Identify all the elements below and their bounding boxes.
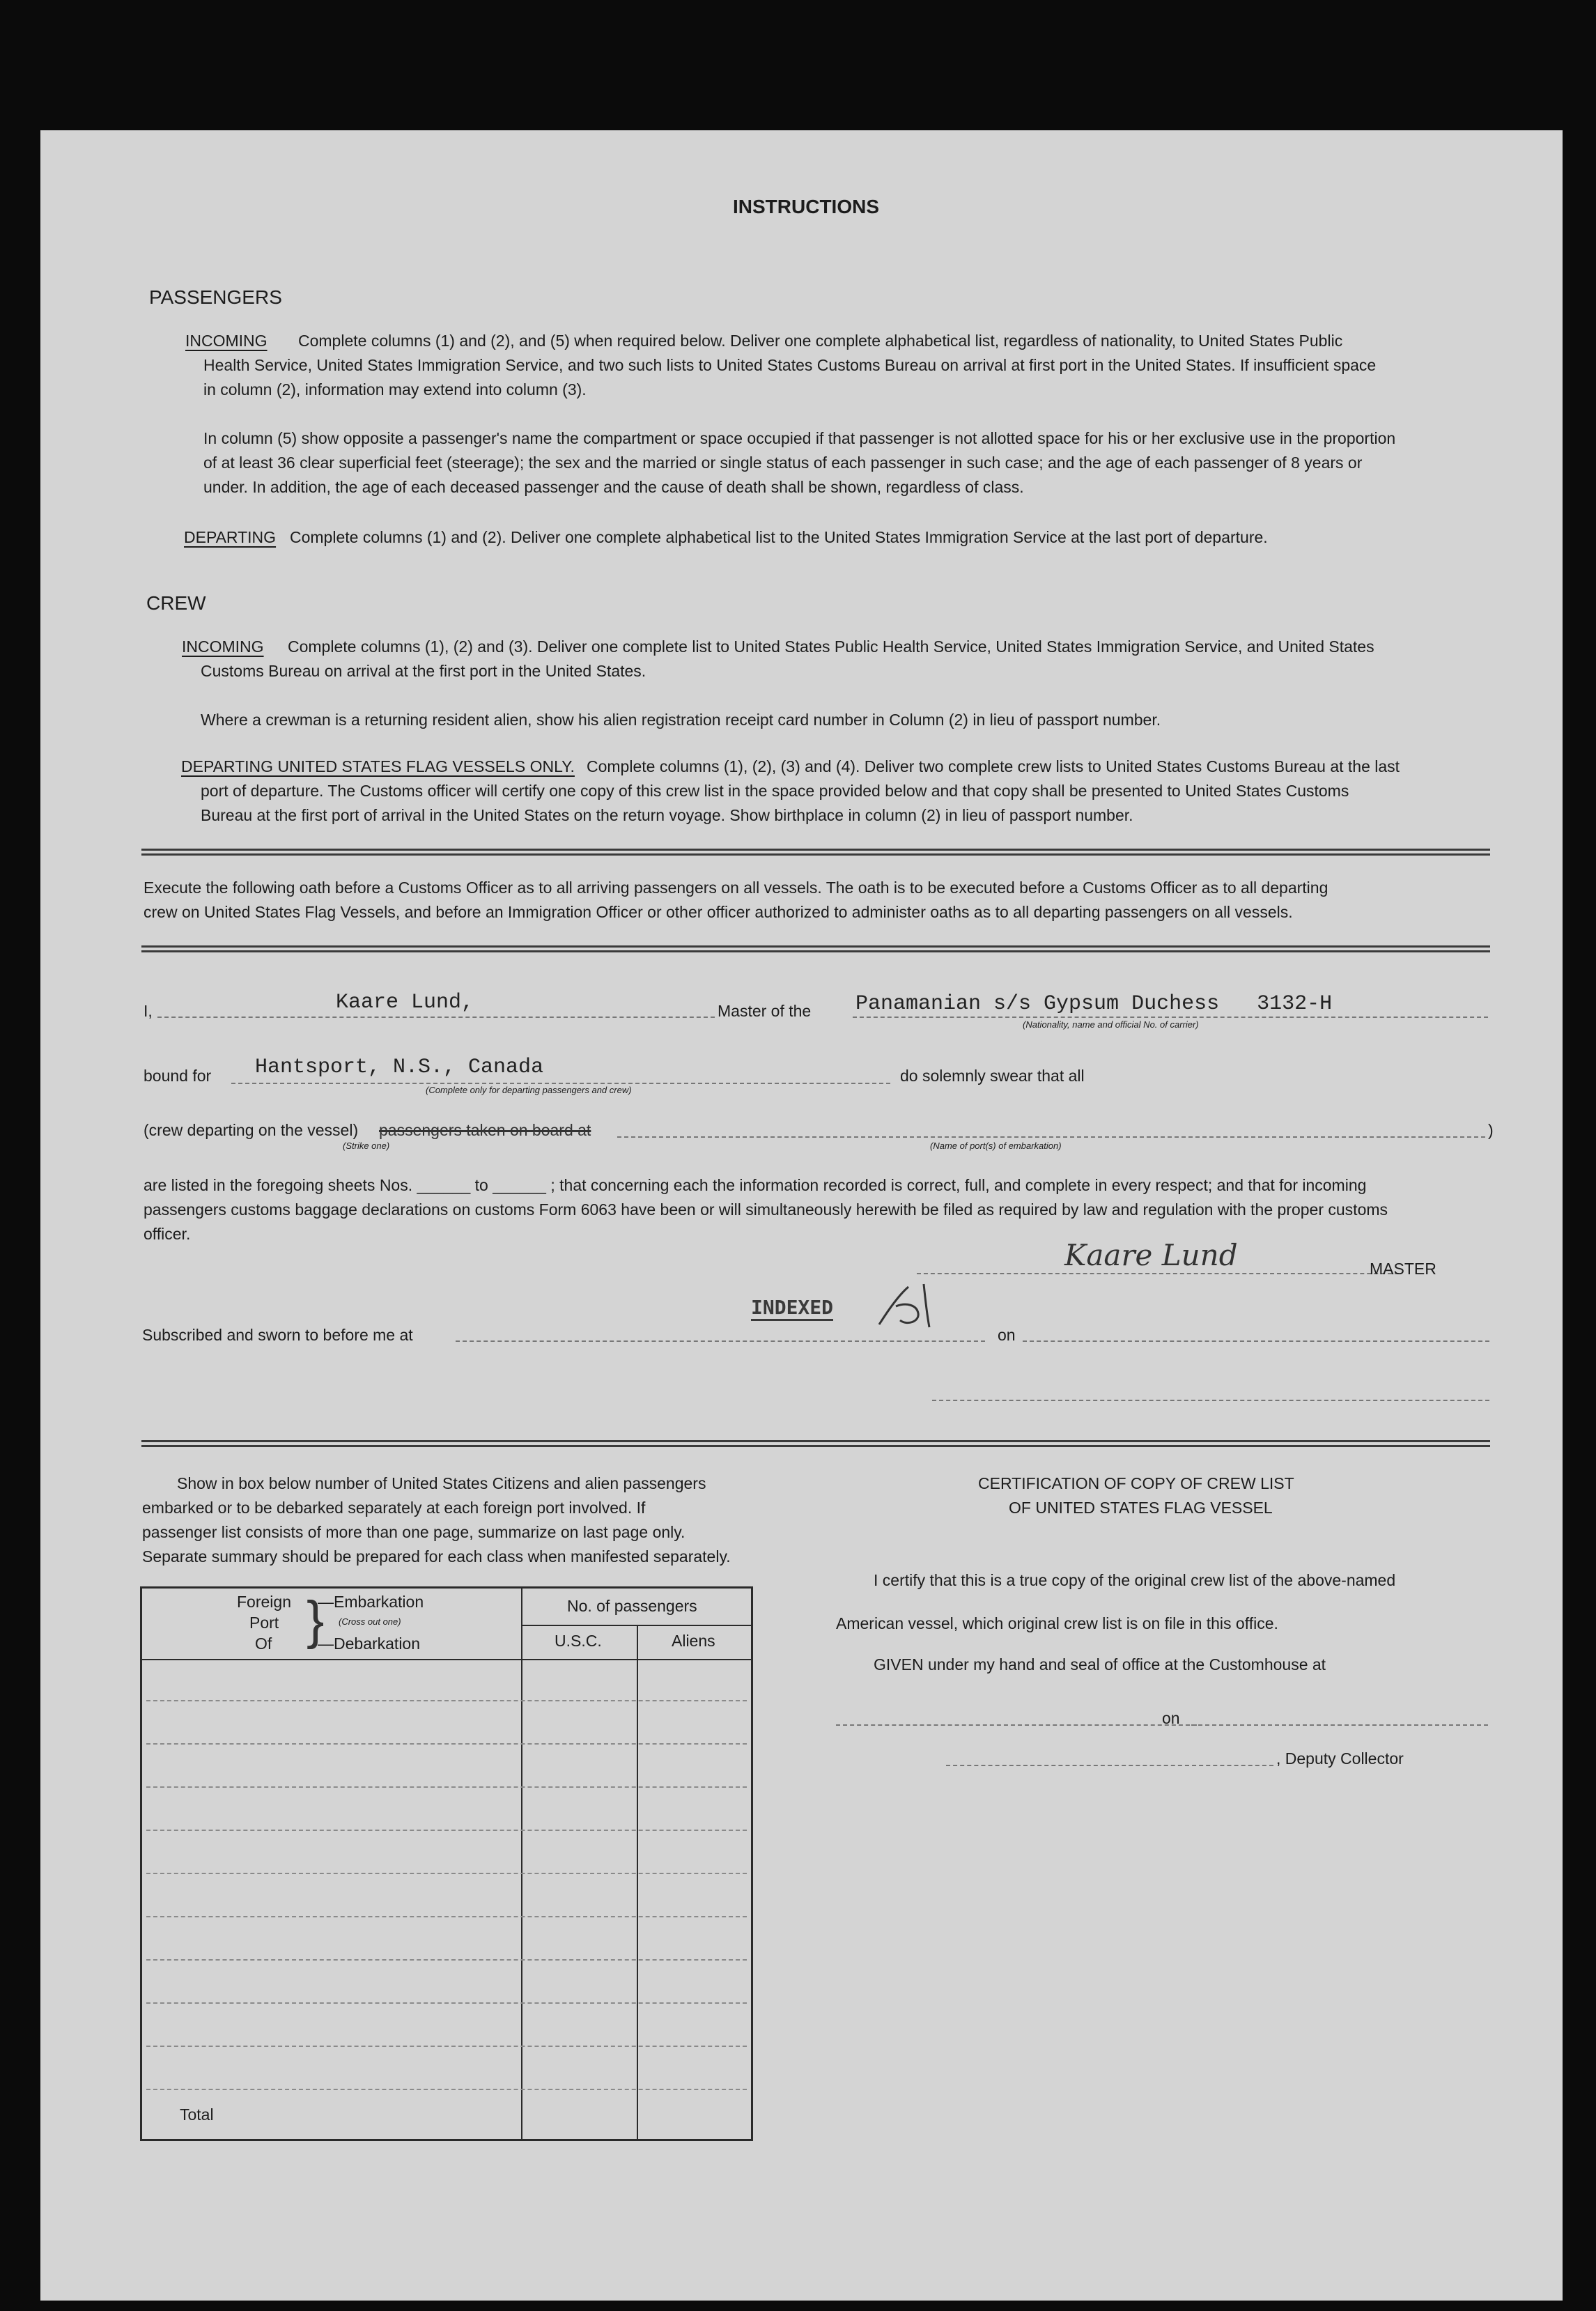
subscribed-place-line	[456, 1340, 985, 1342]
summary-intro-line: passenger list consists of more than one page, summarize on last page only.	[142, 1523, 685, 1541]
oath-i-label: I,	[144, 1002, 153, 1020]
column-divider	[521, 1589, 522, 2139]
vessel-note: (Nationality, name and official No. of carrier)	[1023, 1019, 1199, 1030]
listed-line: passengers customs baggage declarations on customs Form 6063 have been or will simultaneously herewith be filed as required by law and regulation with the proper customs	[144, 1200, 1388, 1219]
column5-line: of at least 36 clear superficial feet (steerage); the sex and the married or single status of each passenger in such case; and the age of each passenger of 8 years or	[203, 454, 1363, 472]
oath-intro-line: Execute the following oath before a Customs Officer as to all arriving passengers on all vessels. The oath is to be executed before a Customs Officer as to all departing	[144, 879, 1328, 897]
summary-intro-line: Show in box below number of United States Citizens and alien passengers	[177, 1474, 706, 1492]
passengers-incoming-line: in column (2), information may extend into column (3).	[203, 380, 587, 399]
crew-departing-line: port of departure. The Customs officer will certify one copy of this crew list in the space provided below and that copy shall be presented to United States Customs	[201, 782, 1349, 800]
section-divider	[141, 945, 1490, 952]
brace-icon: }	[307, 1591, 325, 1650]
vessel-line	[853, 1017, 1488, 1018]
header-divider	[521, 1625, 751, 1626]
master-name-field[interactable]: Kaare Lund,	[336, 991, 474, 1014]
col-port-label: Foreign	[237, 1593, 291, 1611]
section-divider	[141, 1440, 1490, 1447]
bound-for-note: (Complete only for departing passengers and crew)	[426, 1085, 632, 1095]
subscribed-date-line	[1023, 1340, 1489, 1342]
given-line: GIVEN under my hand and seal of office at the Customhouse at	[874, 1655, 1326, 1674]
col-port-label: Of	[255, 1634, 272, 1653]
struck-passengers-option: passengers taken on board at	[379, 1121, 591, 1139]
column5-line: In column (5) show opposite a passenger's name the compartment or space occupied if that passenger is not allotted space for his or her exclusive use in the proportion	[203, 429, 1396, 447]
section-divider	[141, 849, 1490, 856]
cross-out-note: (Cross out one)	[339, 1616, 401, 1627]
page-title: INSTRUCTIONS	[733, 196, 879, 217]
crew-heading: CREW	[146, 592, 206, 614]
form-page	[40, 130, 1563, 2301]
certification-date-line[interactable]	[1191, 1724, 1488, 1726]
passengers-incoming-label: INCOMING	[185, 332, 268, 350]
certification-on-label: on	[1162, 1709, 1180, 1727]
passengers-incoming-line: Complete columns (1) and (2), and (5) when required below. Deliver one complete alphabetical list, regardless of nationality, to United States Public	[298, 332, 1343, 350]
table-row[interactable]	[146, 1743, 747, 1745]
column-divider	[637, 1625, 638, 2139]
table-row[interactable]	[146, 1700, 747, 1701]
subscribed-label: Subscribed and sworn to before me at	[142, 1326, 413, 1344]
certification-title: OF UNITED STATES FLAG VESSEL	[1009, 1499, 1273, 1517]
header-divider	[142, 1659, 751, 1660]
swear-label: do solemnly swear that all	[900, 1067, 1085, 1085]
bound-for-label: bound for	[144, 1067, 212, 1085]
oath-intro-line: crew on United States Flag Vessels, and before an Immigration Officer or other officer authorized to administer oaths as to all departing passengers on all vessels.	[144, 903, 1293, 921]
passengers-heading: PASSENGERS	[149, 286, 282, 308]
crew-incoming-line: Complete columns (1), (2) and (3). Deliver one complete list to United States Public Health Service, United States Immigration Service, and United States	[288, 637, 1374, 656]
crew-departing-line: Complete columns (1), (2), (3) and (4). Deliver two complete crew lists to United States Customs Bureau at the last	[587, 757, 1400, 775]
customhouse-line[interactable]	[836, 1724, 1197, 1726]
col-port-label: Port	[249, 1614, 279, 1632]
passengers-incoming-line: Health Service, United States Immigration Service, and two such lists to United States Customs Bureau on arrival at first port in the United States. If insufficient space	[203, 356, 1377, 374]
table-row[interactable]	[146, 1873, 747, 1874]
listed-line: are listed in the foregoing sheets Nos. ______ to ______ ; that concerning each the information recorded is correct, full, and complete in every respect; and that for incoming	[144, 1176, 1367, 1194]
table-row[interactable]	[146, 1959, 747, 1961]
table-row[interactable]	[146, 1830, 747, 1831]
table-row[interactable]	[146, 2089, 747, 2090]
usc-header: U.S.C.	[555, 1632, 602, 1650]
table-row[interactable]	[146, 1786, 747, 1788]
master-name-line	[157, 1017, 715, 1018]
embarkation-label: —Embarkation	[318, 1593, 424, 1611]
certify-line: American vessel, which original crew list is on file in this office.	[836, 1614, 1278, 1632]
certification-title: CERTIFICATION OF COPY OF CREW LIST	[978, 1474, 1294, 1492]
strike-note: (Strike one)	[343, 1141, 390, 1151]
master-of-label: Master of the	[718, 1002, 812, 1020]
table-row[interactable]	[146, 2002, 747, 2004]
certify-line: I certify that this is a true copy of the original crew list of the above-named	[874, 1571, 1396, 1589]
total-label: Total	[180, 2105, 214, 2124]
passenger-summary-table	[140, 1586, 753, 2141]
master-label: MASTER	[1370, 1260, 1436, 1278]
signature-line	[917, 1273, 1399, 1274]
passengers-departing-label: DEPARTING	[184, 528, 277, 546]
crew-departing-line: Bureau at the first port of arrival in the United States on the return voyage. Show birthplace in column (2) in lieu of passport number.	[201, 806, 1133, 824]
close-paren: )	[1488, 1121, 1494, 1139]
crew-departing-option: (crew departing on the vessel)	[144, 1121, 359, 1139]
summary-intro-line: embarked or to be debarked separately at each foreign port involved. If	[142, 1499, 646, 1517]
master-signature: Kaare Lund	[1064, 1238, 1238, 1272]
initials-mark	[875, 1281, 942, 1331]
deputy-collector-label: , Deputy Collector	[1276, 1749, 1404, 1768]
passengers-header: No. of passengers	[567, 1597, 697, 1615]
summary-intro-line: Separate summary should be prepared for each class when manifested separately.	[142, 1547, 731, 1566]
crew-returning-text: Where a crewman is a returning resident alien, show his alien registration receipt card number in Column (2) in lieu of passport number.	[201, 711, 1161, 729]
listed-line: officer.	[144, 1225, 191, 1243]
bound-for-field[interactable]: Hantsport, N.S., Canada	[255, 1056, 544, 1079]
aliens-header: Aliens	[672, 1632, 715, 1650]
debarkation-label: —Debarkation	[318, 1634, 421, 1653]
crew-departing-label: DEPARTING UNITED STATES FLAG VESSELS ONLY.	[181, 757, 575, 775]
port-note: (Name of port(s) of embarkation)	[930, 1141, 1062, 1151]
subscribed-on-label: on	[998, 1326, 1016, 1344]
vessel-field[interactable]: Panamanian s/s Gypsum Duchess 3132-H	[855, 992, 1333, 1016]
table-row[interactable]	[146, 1916, 747, 1917]
table-row[interactable]	[146, 2046, 747, 2047]
column5-line: under. In addition, the age of each deceased passenger and the cause of death shall be shown, regardless of class.	[203, 478, 1024, 496]
indexed-stamp: INDEXED	[751, 1296, 833, 1321]
officer-line	[932, 1400, 1489, 1401]
bound-for-line	[231, 1083, 890, 1084]
passengers-departing-text: Complete columns (1) and (2). Deliver one complete alphabetical list to the United States Immigration Service at the last port of departure.	[290, 528, 1268, 546]
embarkation-port-line	[617, 1136, 1485, 1138]
deputy-signature-line[interactable]	[946, 1765, 1273, 1766]
crew-incoming-label: INCOMING	[182, 637, 264, 656]
crew-incoming-line: Customs Bureau on arrival at the first port in the United States.	[201, 662, 646, 680]
